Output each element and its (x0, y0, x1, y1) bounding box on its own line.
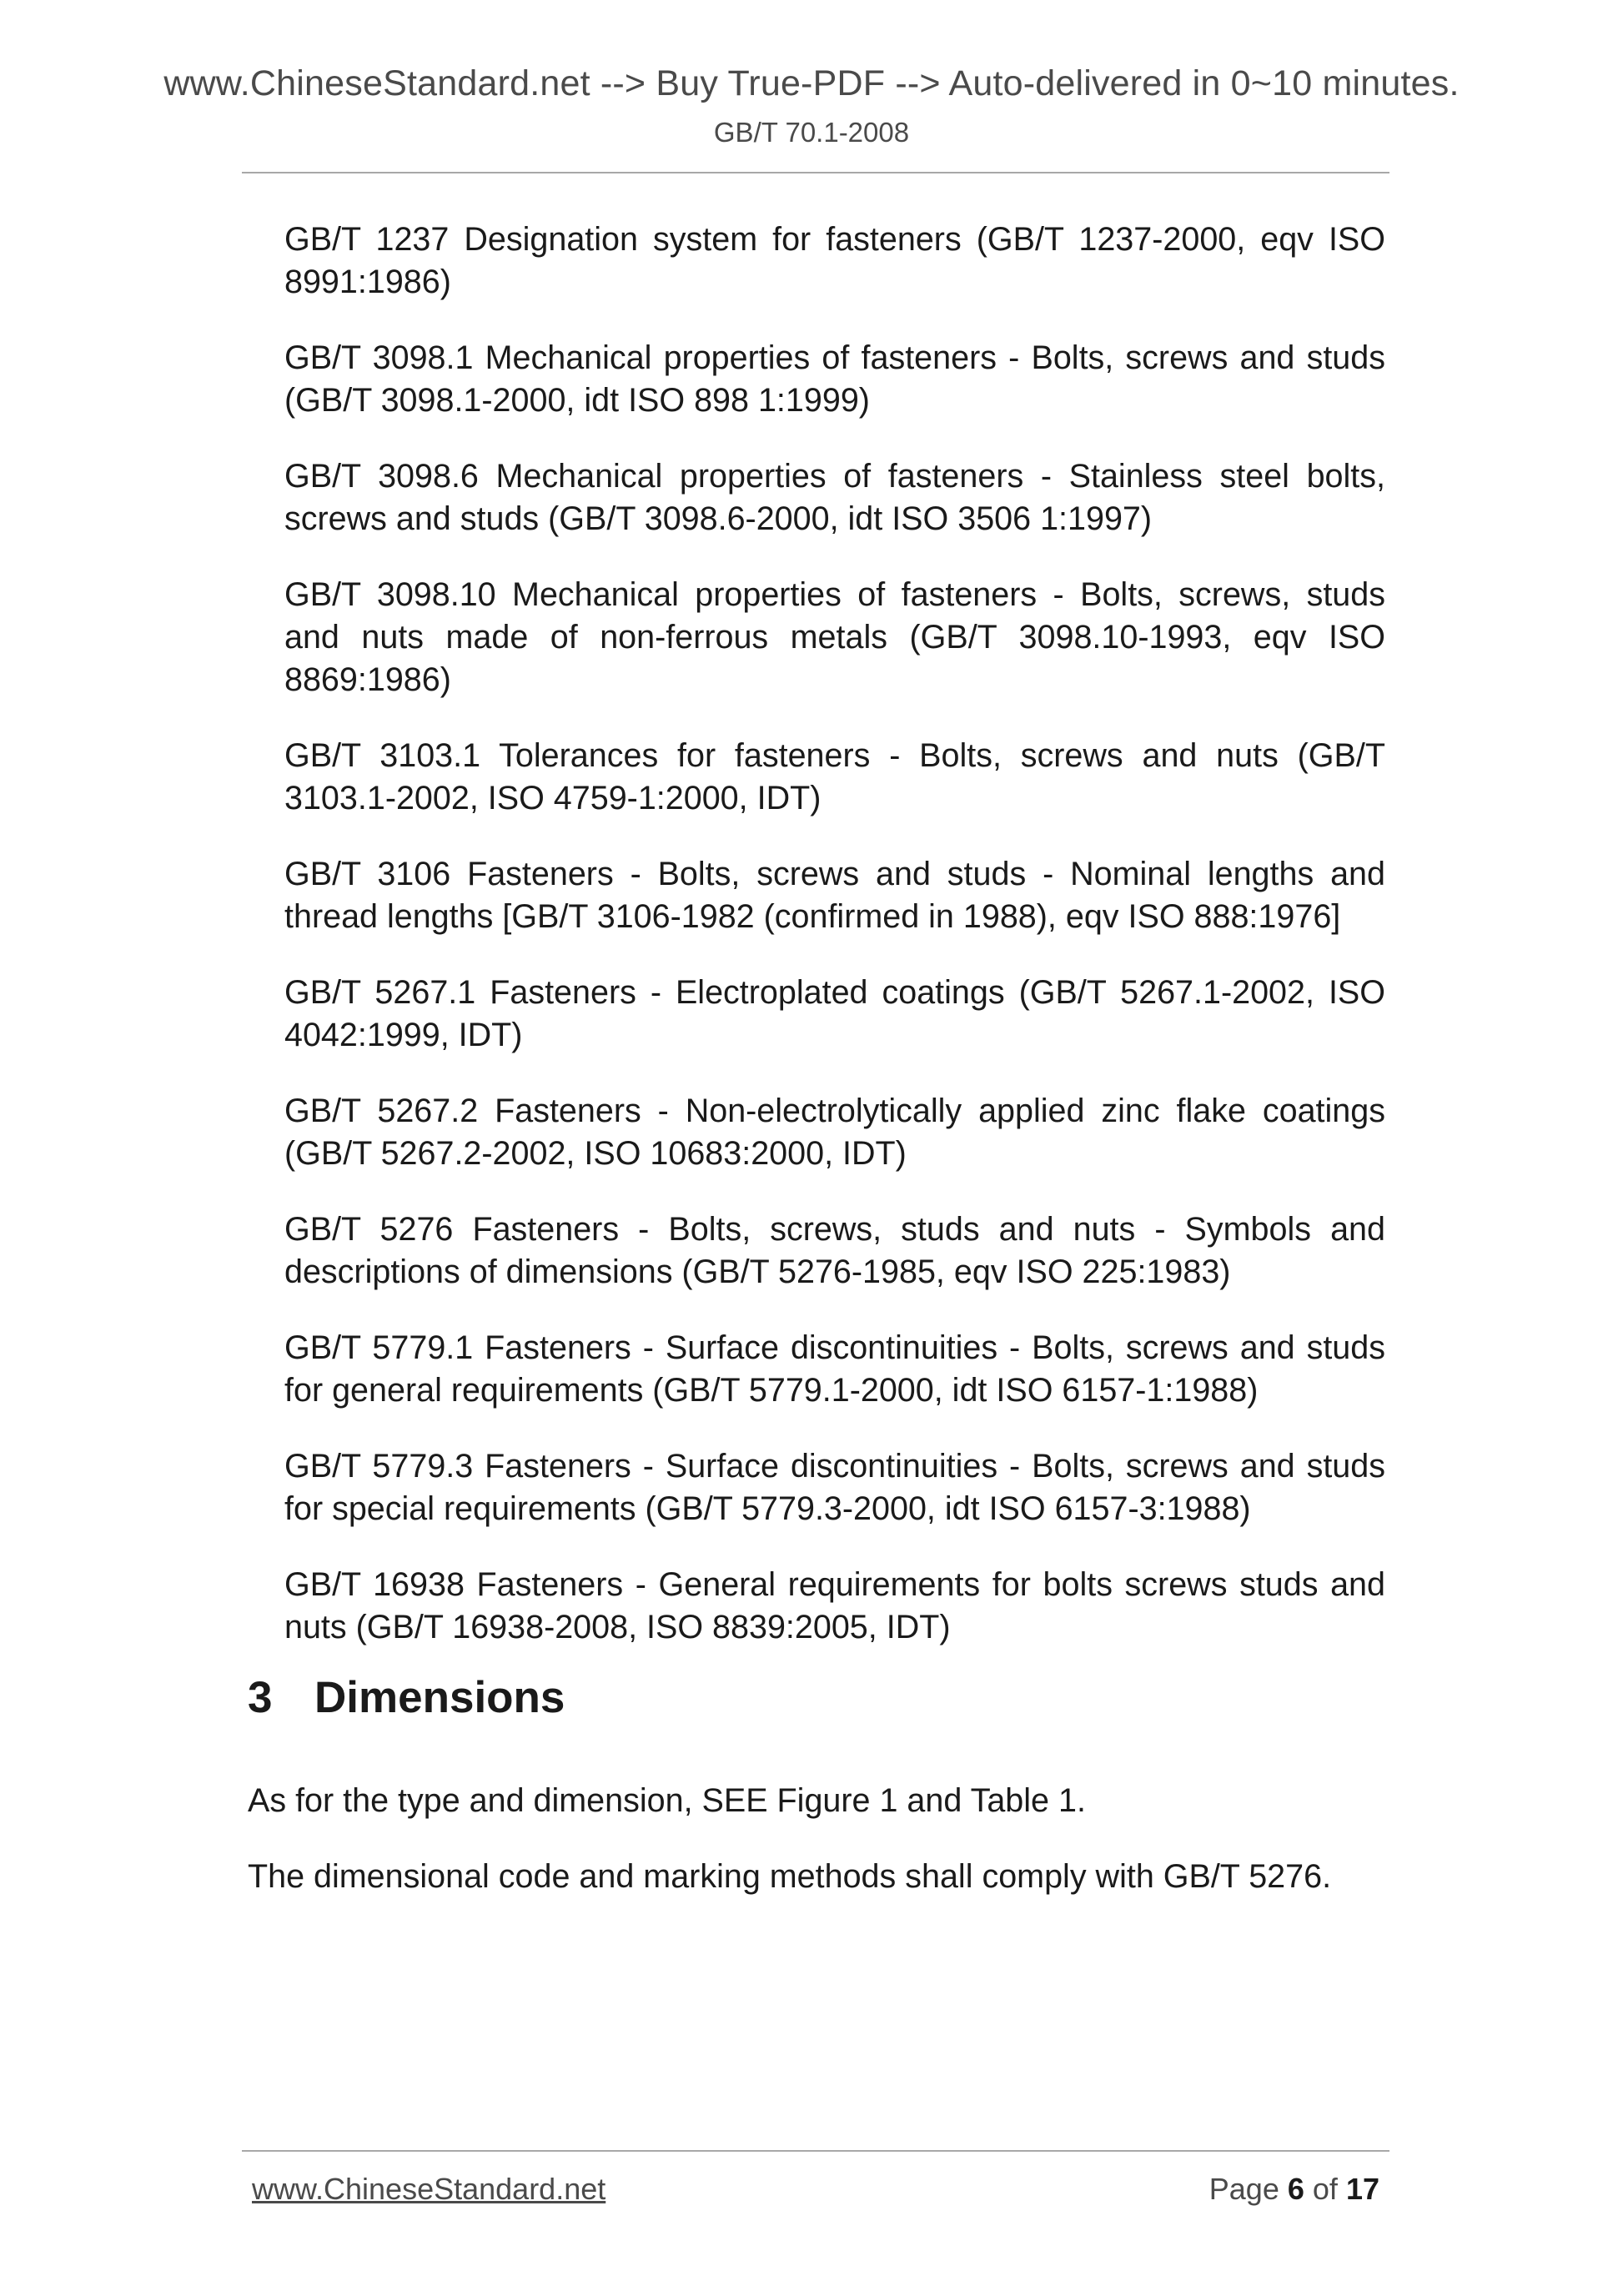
page-label: Page (1208, 2172, 1279, 2206)
footer-website-link[interactable]: www.ChineseStandard.net (252, 2172, 606, 2206)
page-of: of (1312, 2172, 1338, 2206)
footer-divider (242, 2150, 1389, 2152)
reference-item: GB/T 3098.1 Mechanical properties of fasteners - Bolts, screws and studs (GB/T 3098.1-2000, idt ISO 898 1:1999) (284, 339, 1385, 419)
body-paragraph: The dimensional code and marking methods shall comply with GB/T 5276. (248, 1858, 1332, 1895)
normative-references-list (284, 219, 1385, 1682)
reference-item: GB/T 5267.2 Fasteners - Non-electrolytically applied zinc flake coatings (GB/T 5267.2-2002, ISO 10683:2000, IDT) (284, 1093, 1385, 1172)
standard-code: GB/T 70.1-2008 (713, 117, 910, 148)
reference-item: GB/T 3103.1 Tolerances for fasteners - Bolts, screws and nuts (GB/T 3103.1-2002, ISO 4759-1:2000, IDT) (284, 737, 1385, 816)
page-current: 6 (1287, 2172, 1304, 2206)
reference-item: GB/T 3098.10 Mechanical properties of fasteners - Bolts, screws, studs and nuts made of non-ferrous metals (GB/T 3098.10-1993, eqv ISO 8869:1986) (284, 576, 1385, 698)
reference-item: GB/T 1237 Designation system for fasteners (GB/T 1237-2000, eqv ISO 8991:1986) (284, 221, 1385, 300)
reference-item: GB/T 3106 Fasteners - Bolts, screws and studs - Nominal lengths and thread lengths [GB/T 3106-1982 (confirmed in 1988), eqv ISO 888:1976] (284, 856, 1385, 935)
page-indicator (1209, 2172, 1379, 2207)
section-heading (248, 1672, 565, 1723)
reference-item: GB/T 5779.3 Fasteners - Surface discontinuities - Bolts, screws and studs for special requirements (GB/T 5779.3-2000, idt ISO 6157-3:1988) (284, 1448, 1385, 1527)
reference-item: GB/T 5276 Fasteners - Bolts, screws, studs and nuts - Symbols and descriptions of dimensions (GB/T 5276-1985, eqv ISO 225:1983) (284, 1211, 1385, 1290)
reference-item: GB/T 5779.1 Fasteners - Surface discontinuities - Bolts, screws and studs for general requirements (GB/T 5779.1-2000, idt ISO 6157-1:1988) (284, 1329, 1385, 1409)
body-paragraph: As for the type and dimension, SEE Figure 1 and Table 1. (248, 1782, 1086, 1819)
reference-item: GB/T 3098.6 Mechanical properties of fasteners - Stainless steel bolts, screws and studs (GB/T 3098.6-2000, idt ISO 3506 1:1997) (284, 458, 1385, 537)
page-total: 17 (1345, 2172, 1379, 2206)
header-banner: www.ChineseStandard.net --> Buy True-PDF --> Auto-delivered in 0~10 minutes. (163, 63, 1460, 103)
header-divider (242, 172, 1389, 173)
reference-item: GB/T 5267.1 Fasteners - Electroplated coatings (GB/T 5267.1-2002, ISO 4042:1999, IDT) (284, 974, 1385, 1053)
reference-item: GB/T 16938 Fasteners - General requirements for bolts screws studs and nuts (GB/T 16938-2008, ISO 8839:2005, IDT) (284, 1566, 1385, 1645)
section-number: 3 (248, 1673, 273, 1722)
section-title: Dimensions (314, 1673, 565, 1722)
